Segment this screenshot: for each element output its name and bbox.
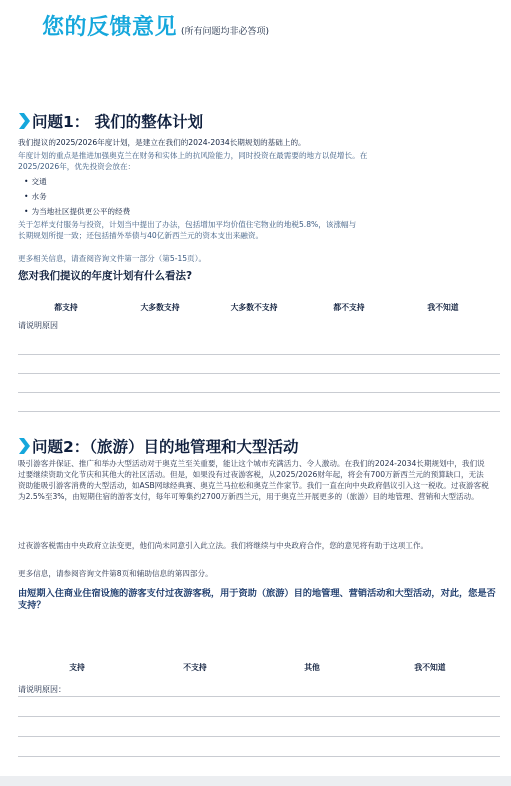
question-1-prompt: 您对我们提议的年度计划有什么看法? — [18, 270, 193, 282]
form-header — [42, 10, 269, 41]
page-subtitle: (所有问题均非必答项) — [181, 27, 270, 37]
q2-answer-line-1[interactable] — [18, 696, 500, 697]
q1-answer-line-1[interactable] — [18, 354, 500, 355]
page-title: 您的反馈意见 — [42, 15, 178, 40]
question-2-title: 问题2：（旅游）目的地管理和大型活动 — [32, 438, 299, 456]
q1-answer-line-2[interactable] — [18, 373, 500, 374]
q1-intro: 我们提议的2025/2026年度计划，是建立在我们的2024-2034长期规划的基础上的。 — [18, 138, 306, 147]
option-not-support[interactable]: 不支持 — [183, 663, 207, 672]
option-support-none[interactable]: 都不支持 — [333, 303, 365, 312]
question-2-options — [18, 662, 496, 674]
option-support-all[interactable]: 都支持 — [54, 303, 78, 312]
option-other[interactable]: 其他 — [304, 663, 320, 672]
question-2-heading — [18, 435, 299, 457]
question-1-heading — [18, 110, 203, 132]
q1-answer-line-3[interactable] — [18, 392, 500, 393]
page-footer-band — [0, 776, 511, 786]
q1-paragraph-3: 更多相关信息，请查阅咨询文件第一部分（第5-15页）。 — [18, 254, 207, 263]
option-mostly-support[interactable]: 大多数支持 — [140, 303, 180, 312]
q1-paragraph-2: 关于怎样支付服务与投资，计划当中提出了办法，包括增加平均价值住宅物业的地税5.8%，该涨幅与长期规划所提一致；还包括描外举债与40亿新西兰元的资本支出来融资。 — [18, 220, 357, 240]
option-dont-know[interactable]: 我不知道 — [414, 663, 446, 672]
q2-answer-line-2[interactable] — [18, 716, 500, 717]
option-mostly-not-support[interactable]: 大多数不支持 — [230, 303, 278, 312]
q2-paragraph-2: 过夜游客税需由中央政府立法变更，他们尚未同意引入此立法。我们将继续与中央政府合作，您的意见将有助于这项工作。 — [18, 541, 429, 550]
list-item: • 交通 — [24, 174, 130, 189]
q1-bullet-list — [24, 174, 130, 219]
chevron-right-icon — [18, 438, 30, 454]
question-2-prompt: 由短期入住商业住宿设施的游客支付过夜游客税，用于资助（旅游）目的地管理、营销活动和大型活动，对此，您是否支持？ — [18, 588, 496, 611]
q1-reason-label: 请说明原因 — [18, 321, 58, 330]
option-dont-know[interactable]: 我不知道 — [427, 303, 459, 312]
q2-answer-line-4[interactable] — [18, 756, 500, 757]
question-1-options — [18, 302, 496, 314]
chevron-right-icon — [18, 113, 30, 129]
question-1-title: 问题1： 我们的整体计划 — [32, 113, 204, 131]
option-support[interactable]: 支持 — [69, 663, 85, 672]
q2-answer-line-3[interactable] — [18, 736, 500, 737]
q1-answer-line-4[interactable] — [18, 411, 500, 412]
q2-paragraph-3: 更多信息，请参阅咨询文件第8页和辅助信息的第四部分。 — [18, 569, 213, 578]
list-item: • 水务 — [24, 189, 130, 204]
q2-reason-label: 请说明原因： — [18, 685, 66, 694]
q1-paragraph-1: 年度计划的重点是推进加强奥克兰在财务和实体上的抗风险能力，同时投资在最需要的地方以促增长。在2025/2026年，优先投资会放在： — [18, 151, 368, 171]
list-item: • 为当地社区提供更公平的经费 — [24, 204, 130, 219]
q2-paragraph-1: 吸引游客并保证、推广和举办大型活动对于奥克兰至关重要，能让这个城市充满活力、令人激动。在我们的2024-2034长期规划中，我们说过要继续资助文化节庆和其他大的社区活动。但是，如果没有过夜游客税，从2025/2026财年起，将会有700万新西兰元的预算缺口，无法资助能吸引游客消费的大型活动，如ASB网球经典赛、奥克兰马拉松和奥克兰作家节。我们一直在向中央政府倡议引入这一税收。过夜游客税为2.5%至3%，由短期住宿的游客支付，每年可筹集约2700万新西兰元，用于奥克兰开展更多的（旅游）目的地管理、营销和大型活动。 — [18, 459, 489, 501]
